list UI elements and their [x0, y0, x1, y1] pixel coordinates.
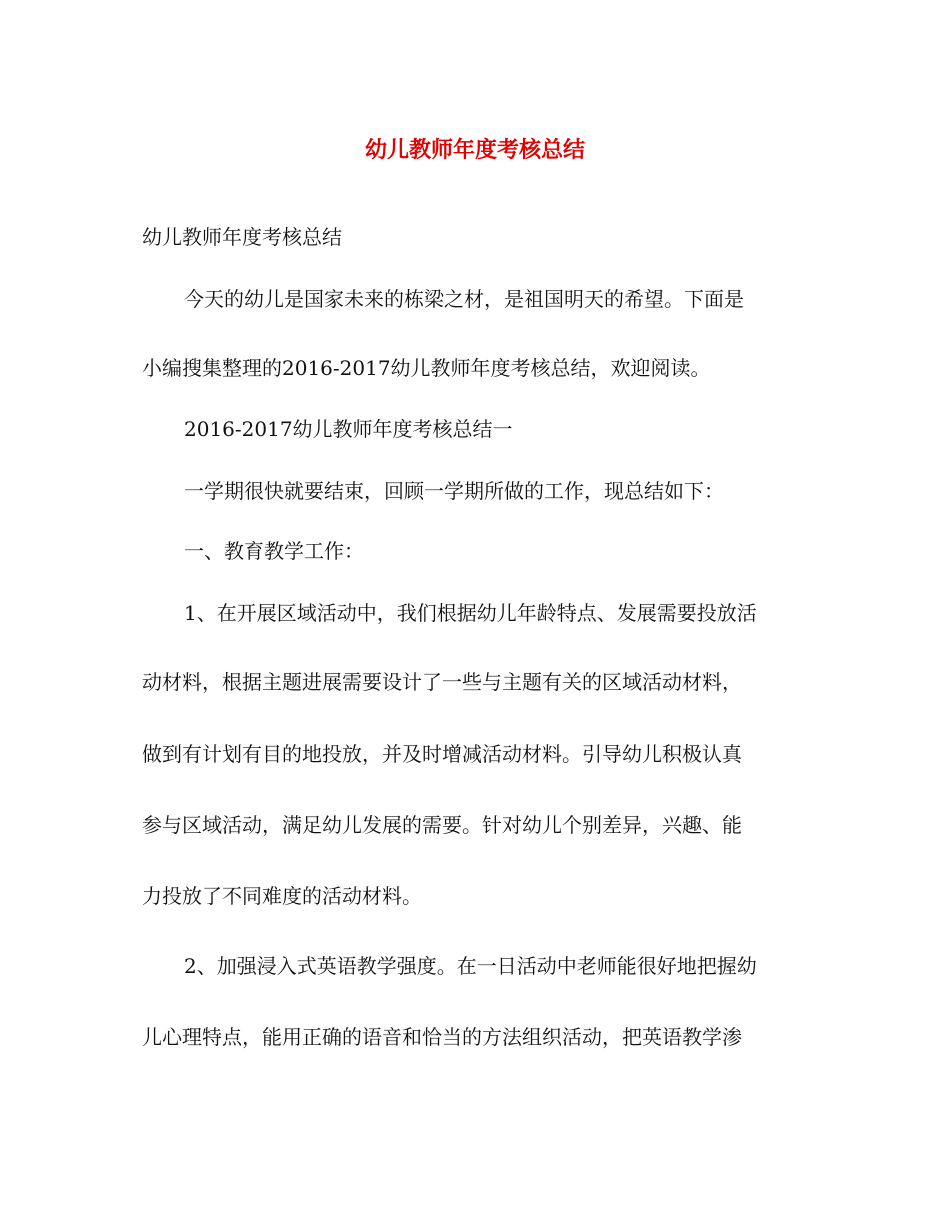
body-line-subtitle: 幼儿教师年度考核总结 — [142, 225, 342, 249]
body-line: 2、加强浸入式英语教学强度。在一日活动中老师能很好地把握幼 — [184, 954, 757, 978]
document-title: 幼儿教师年度考核总结 — [364, 137, 585, 163]
body-line: 儿心理特点，能用正确的语音和恰当的方法组织活动，把英语教学渗 — [142, 1025, 742, 1049]
body-line: 参与区域活动，满足幼儿发展的需要。针对幼儿个别差异，兴趣、能 — [142, 813, 742, 837]
body-line: 小编搜集整理的2016-2017幼儿教师年度考核总结，欢迎阅读。 — [142, 356, 711, 380]
body-line: 做到有计划有目的地投放，并及时增减活动材料。引导幼儿积极认真 — [142, 742, 742, 766]
body-line-section-heading: 2016-2017幼儿教师年度考核总结一 — [184, 417, 513, 441]
body-line: 今天的幼儿是国家未来的栋梁之材，是祖国明天的希望。下面是 — [184, 287, 744, 311]
body-line: 力投放了不同难度的活动材料。 — [142, 884, 422, 908]
body-line: 一学期很快就要结束，回顾一学期所做的工作，现总结如下： — [184, 479, 724, 503]
body-line: 1、在开展区域活动中，我们根据幼儿年龄特点、发展需要投放活 — [184, 601, 757, 625]
body-line: 动材料，根据主题进展需要设计了一些与主题有关的区域活动材料， — [142, 670, 742, 694]
body-line-heading: 一、教育教学工作： — [184, 539, 364, 563]
